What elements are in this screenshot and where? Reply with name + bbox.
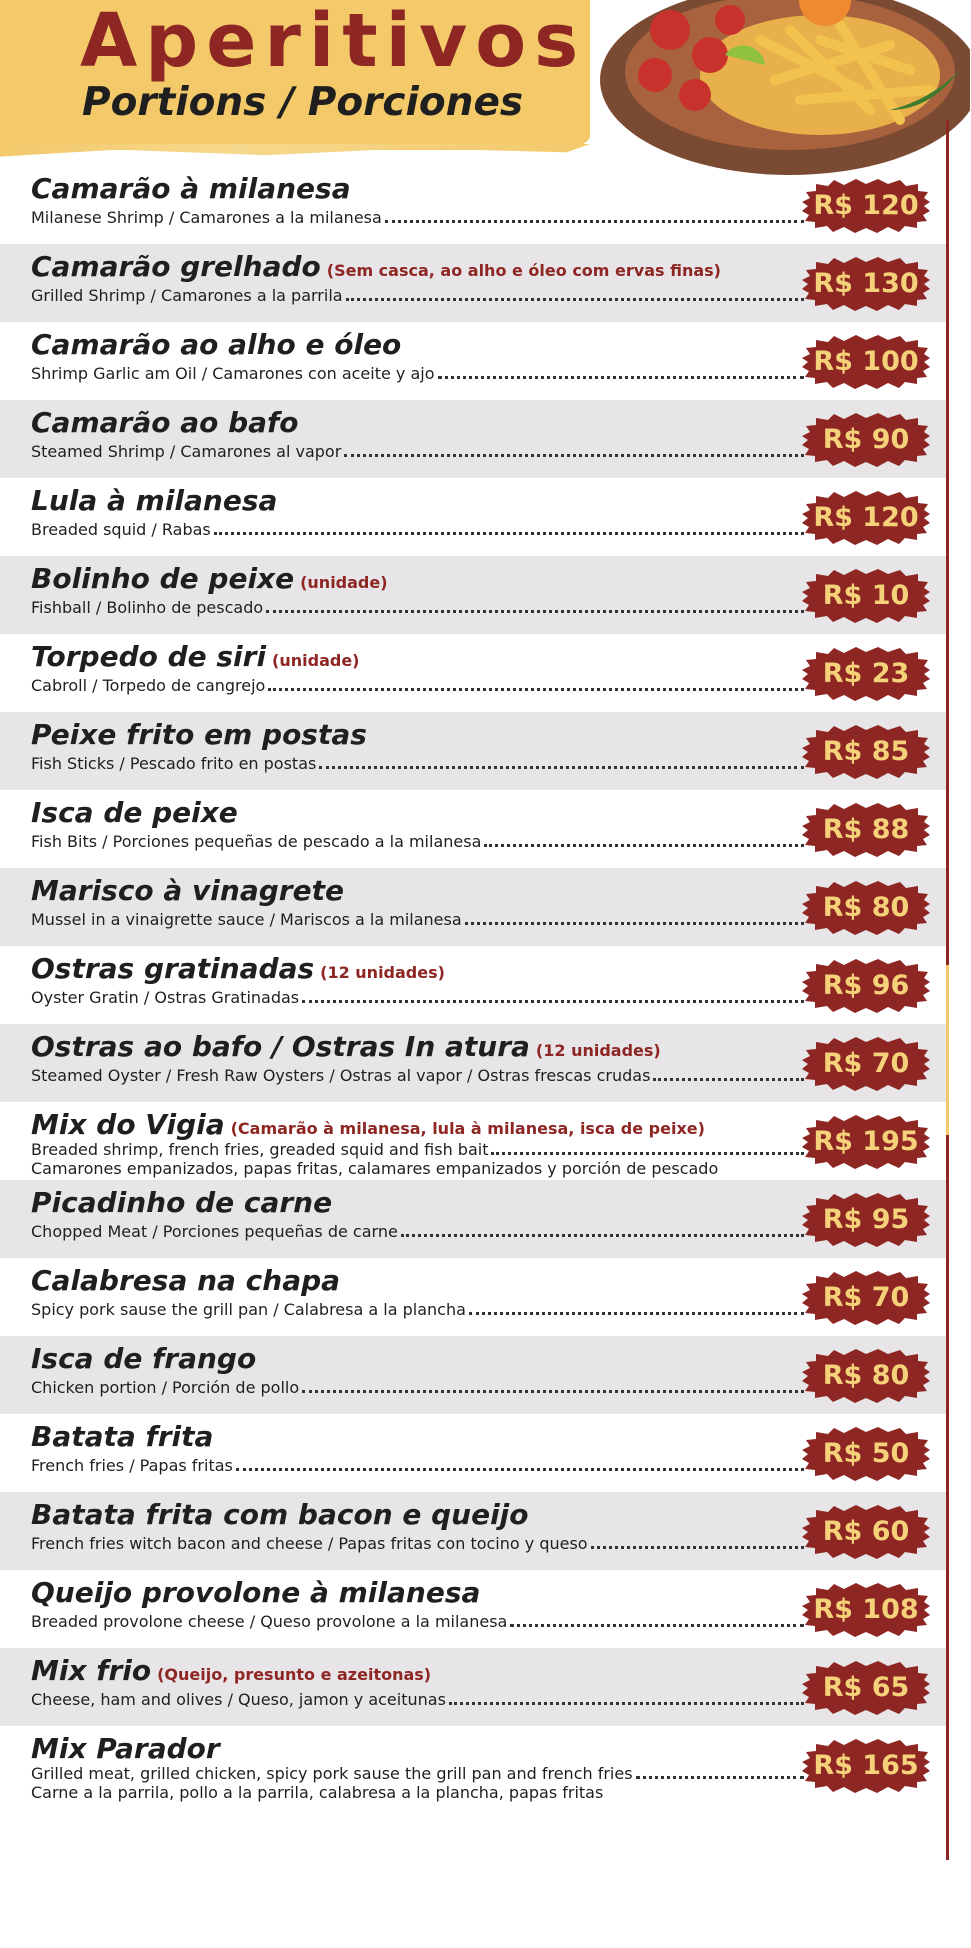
menu-item — [0, 1570, 946, 1648]
item-name: Camarão ao alho e óleo — [31, 328, 402, 361]
dot-leader — [438, 376, 804, 379]
item-note: (unidade) — [300, 573, 388, 592]
menu-item — [0, 1024, 946, 1102]
item-description-secondary: Camarones empanizados, papas fritas, calamares empanizados y porción de pescado — [31, 1159, 719, 1178]
menu-item — [0, 244, 946, 322]
menu-item — [0, 1180, 946, 1258]
item-description: Spicy pork sause the grill pan / Calabresa a la plancha — [31, 1300, 806, 1319]
right-border-accent — [946, 965, 949, 1135]
dot-leader — [401, 1234, 804, 1237]
dot-leader — [591, 1546, 804, 1549]
price-badge: R$ 60 — [800, 1504, 932, 1560]
item-name: Marisco à vinagrete — [31, 874, 344, 907]
item-name: Camarão grelhado (Sem casca, ao alho e óleo com ervas finas) — [31, 250, 721, 283]
dot-leader — [636, 1776, 804, 1779]
item-description-secondary: Carne a la parrila, pollo a la parrila, calabresa a la plancha, papas fritas — [31, 1783, 604, 1802]
item-name: Picadinho de carne — [31, 1186, 333, 1219]
item-name: Camarão à milanesa — [31, 172, 351, 205]
dot-leader — [465, 922, 804, 925]
price-badge: R$ 88 — [800, 802, 932, 858]
dot-leader — [266, 610, 804, 613]
menu-item — [0, 556, 946, 634]
item-description: French fries witch bacon and cheese / Papas fritas con tocino y queso — [31, 1534, 806, 1553]
menu-item — [0, 712, 946, 790]
dot-leader — [449, 1702, 804, 1705]
price-badge: R$ 70 — [800, 1036, 932, 1092]
dot-leader — [214, 532, 804, 535]
menu-item — [0, 1648, 946, 1726]
menu-item — [0, 1102, 946, 1180]
item-description: Fishball / Bolinho de pescado — [31, 598, 806, 617]
dot-leader — [491, 1152, 804, 1155]
price-badge: R$ 130 — [800, 256, 932, 312]
item-description: Steamed Oyster / Fresh Raw Oysters / Ostras al vapor / Ostras frescas crudas — [31, 1066, 806, 1085]
price-badge: R$ 90 — [800, 412, 932, 468]
item-name: Calabresa na chapa — [31, 1264, 341, 1297]
menu-header — [0, 0, 971, 160]
price-badge: R$ 50 — [800, 1426, 932, 1482]
item-name: Ostras ao bafo / Ostras In atura (12 unidades) — [31, 1030, 661, 1063]
item-note: (12 unidades) — [320, 963, 445, 982]
item-description: Cheese, ham and olives / Queso, jamon y aceitunas — [31, 1690, 806, 1709]
item-description: Grilled Shrimp / Camarones a la parrila — [31, 286, 806, 305]
menu-item — [0, 946, 946, 1024]
item-description: French fries / Papas fritas — [31, 1456, 806, 1475]
item-description: Cabroll / Torpedo de cangrejo — [31, 676, 806, 695]
price-badge: R$ 10 — [800, 568, 932, 624]
food-platter-image — [560, 0, 970, 190]
dot-leader — [319, 766, 804, 769]
item-name: Torpedo de siri (unidade) — [31, 640, 360, 673]
dot-leader — [302, 1390, 804, 1393]
page-title: Aperitivos — [80, 0, 587, 84]
dot-leader — [236, 1468, 804, 1471]
item-name: Camarão ao bafo — [31, 406, 299, 439]
item-name: Batata frita com bacon e queijo — [31, 1498, 529, 1531]
item-name: Mix do Vigia (Camarão à milanesa, lula à milanesa, isca de peixe) — [31, 1108, 705, 1141]
dot-leader — [484, 844, 804, 847]
menu-item — [0, 1414, 946, 1492]
price-badge: R$ 96 — [800, 958, 932, 1014]
item-description: Fish Bits / Porciones pequeñas de pescado a la milanesa — [31, 832, 806, 851]
price-badge: R$ 65 — [800, 1660, 932, 1716]
item-name: Isca de peixe — [31, 796, 238, 829]
item-name: Queijo provolone à milanesa — [31, 1576, 481, 1609]
item-description: Oyster Gratin / Ostras Gratinadas — [31, 988, 806, 1007]
item-description: Mussel in a vinaigrette sauce / Mariscos a la milanesa — [31, 910, 806, 929]
item-description: Grilled meat, grilled chicken, spicy pork sause the grill pan and french fries — [31, 1764, 806, 1783]
item-note: (12 unidades) — [535, 1041, 661, 1060]
dot-leader — [302, 1000, 804, 1003]
page-subtitle: Portions / Porciones — [82, 80, 524, 125]
price-badge: R$ 108 — [800, 1582, 932, 1638]
price-badge: R$ 95 — [800, 1192, 932, 1248]
menu-item — [0, 1492, 946, 1570]
item-name: Mix frio (Queijo, presunto e azeitonas) — [31, 1654, 432, 1687]
menu-item — [0, 790, 946, 868]
item-description: Breaded shrimp, french fries, greaded squid and fish bait — [31, 1140, 806, 1159]
price-badge: R$ 100 — [800, 334, 932, 390]
item-name: Peixe frito em postas — [31, 718, 367, 751]
item-description: Fish Sticks / Pescado frito en postas — [31, 754, 806, 773]
item-name: Batata frita — [31, 1420, 214, 1453]
price-badge: R$ 23 — [800, 646, 932, 702]
dot-leader — [385, 220, 804, 223]
price-badge: R$ 120 — [800, 490, 932, 546]
menu-item — [0, 634, 946, 712]
item-description: Milanese Shrimp / Camarones a la milanesa — [31, 208, 806, 227]
item-note: (unidade) — [272, 651, 360, 670]
item-note: (Queijo, presunto e azeitonas) — [157, 1665, 432, 1684]
item-description: Breaded provolone cheese / Queso provolone a la milanesa — [31, 1612, 806, 1631]
item-note: (Camarão à milanesa, lula à milanesa, isca de peixe) — [230, 1119, 705, 1138]
menu-item — [0, 868, 946, 946]
price-badge: R$ 195 — [800, 1114, 932, 1170]
menu-item — [0, 1258, 946, 1336]
item-description: Chopped Meat / Porciones pequeñas de carne — [31, 1222, 806, 1241]
item-description: Chicken portion / Porción de pollo — [31, 1378, 806, 1397]
dot-leader — [653, 1078, 804, 1081]
menu-item — [0, 166, 946, 244]
menu-list — [0, 166, 946, 1816]
item-description: Shrimp Garlic am Oil / Camarones con aceite y ajo — [31, 364, 806, 383]
item-name: Ostras gratinadas (12 unidades) — [31, 952, 445, 985]
menu-item — [0, 322, 946, 400]
item-name: Mix Parador — [31, 1732, 220, 1765]
price-badge: R$ 120 — [800, 178, 932, 234]
price-badge: R$ 80 — [800, 1348, 932, 1404]
menu-item — [0, 1336, 946, 1414]
menu-item — [0, 400, 946, 478]
price-badge: R$ 80 — [800, 880, 932, 936]
item-name: Isca de frango — [31, 1342, 257, 1375]
menu-item — [0, 1726, 946, 1816]
item-description: Steamed Shrimp / Camarones al vapor — [31, 442, 806, 461]
price-badge: R$ 85 — [800, 724, 932, 780]
dot-leader — [346, 298, 804, 301]
item-name: Lula à milanesa — [31, 484, 278, 517]
dot-leader — [469, 1312, 804, 1315]
item-name: Bolinho de peixe (unidade) — [31, 562, 388, 595]
dot-leader — [268, 688, 804, 691]
price-badge: R$ 165 — [800, 1738, 932, 1794]
menu-item — [0, 478, 946, 556]
dot-leader — [510, 1624, 804, 1627]
item-note: (Sem casca, ao alho e óleo com ervas finas) — [326, 261, 721, 280]
price-badge: R$ 70 — [800, 1270, 932, 1326]
dot-leader — [344, 454, 804, 457]
item-description: Breaded squid / Rabas — [31, 520, 806, 539]
